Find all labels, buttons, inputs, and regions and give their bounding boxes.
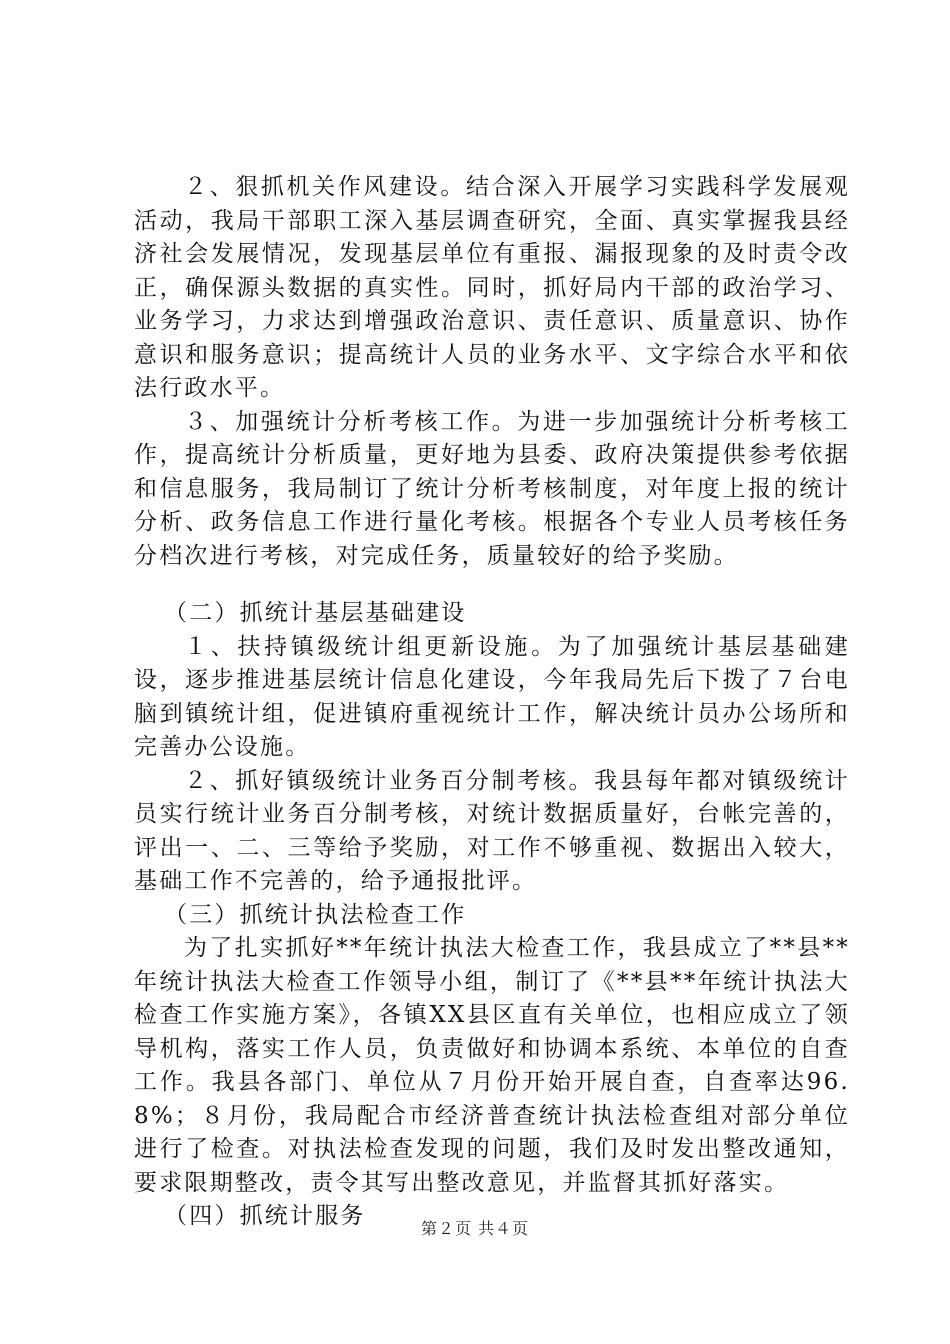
paragraph-spacer <box>134 573 850 597</box>
page-footer: 第２页 共４页 <box>420 1219 530 1238</box>
paragraph-law-enforcement: 为了扎实抓好**年统计执法大检查工作，我县成立了**县**年统计执法大检查工作领导小组，制订了《**县**年统计执法大检查工作实施方案》，各镇XX县区直有关单位，也相应成立了领导机构，落实工作人员，负责做好和协调本系统、本单位的自查工作。我县各部门、单位从７月份开始开展自查，自查率达96.8%；８月份，我局配合市经济普查统计执法检查组对部分单位进行了检查。对执法检查发现的问题，我们及时发出整改通知，要求限期整改，责令其写出整改意见，并监督其抓好落实。 <box>134 935 850 1196</box>
paragraph-town-facilities: １、扶持镇级统计组更新设施。为了加强统计基层基础建设，逐步推进基层统计信息化建设，今年我局先后下拨了７台电脑到镇统计组，促进镇府重视统计工作，解决统计员办公场所和完善办公设施。 <box>134 633 850 760</box>
paragraph-work-style: ２、狠抓机关作风建设。结合深入开展学习实践科学发展观活动，我局干部职工深入基层调查研究，全面、真实掌握我县经济社会发展情况，发现基层单位有重报、漏报现象的及时责令改正，确保源头数据的真实性。同时，抓好局内干部的政治学习、业务学习，力求达到增强政治意识、责任意识、质量意识、协作意识和服务意识；提高统计人员的业务水平、文字综合水平和依法行政水平。 <box>134 174 850 401</box>
section-heading-service: （四）抓统计服务 <box>164 1203 366 1229</box>
section-heading-grassroots: （二）抓统计基层基础建设 <box>164 600 467 626</box>
section-heading-law-enforcement: （三）抓统计执法检查工作 <box>164 901 467 928</box>
document-body <box>134 171 850 1234</box>
paragraph-analysis-assessment: ３、加强统计分析考核工作。为进一步加强统计分析考核工作，提高统计分析质量，更好地为县委、政府决策提供参考依据和信息服务，我局制订了统计分析考核制度，对年度上报的统计分析、政务信息工作进行量化考核。根据各个专业人员考核任务分档次进行考核，对完成任务，质量较好的给予奖励。 <box>134 408 850 569</box>
paragraph-town-assessment: ２、抓好镇级统计业务百分制考核。我县每年都对镇级统计员实行统计业务百分制考核，对统计数据质量好，台帐完善的，评出一、二、三等给予奖励，对工作不够重视、数据出入较大，基础工作不完善的，给予通报批评。 <box>134 767 850 894</box>
